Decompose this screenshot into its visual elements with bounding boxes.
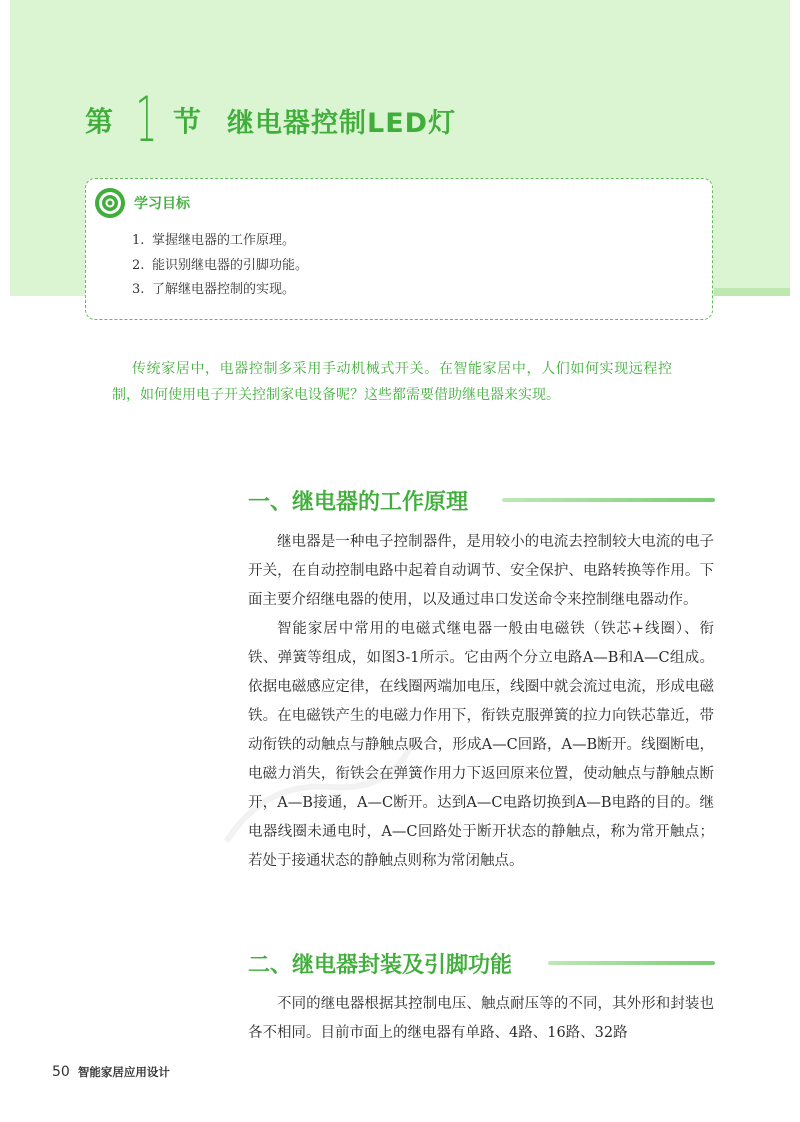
list-item-number: 3. [132, 282, 145, 297]
page-number: 50 [52, 1064, 70, 1080]
list-item [132, 278, 308, 303]
section-heading-rule [548, 961, 715, 965]
page-title [85, 80, 456, 160]
book-title: 智能家居应用设计 [77, 1065, 170, 1079]
learning-goals-box [85, 178, 713, 320]
body-paragraph: 智能家居中常用的电磁式继电器一般由电磁铁（铁芯+线圈）、衔铁、弹簧等组成，如图3-1所示。它由两个分立电路A—B和A—C组成。依据电磁感应定律，在线圈两端加电压，线圈中就会流过电流，形成电磁铁。在电磁铁产生的电磁力作用下，衔铁克服弹簧的拉力向铁芯靠近，带动衔铁的动触点与静触点吸合，形成A—C回路，A—B断开。线圈断电，电磁力消失，衔铁会在弹簧作用力下返回原来位置，使动触点与静触点断开，A—B接通，A—C断开。达到A—C电路切换到A—B电路的目的。继电器线圈未通电时，A—C回路处于断开状态的静触点，称为常开触点；若处于接通状态的静触点则称为常闭触点。 [248, 621, 714, 869]
section-heading-1: 一、继电器的工作原理 [248, 489, 469, 515]
target-icon [94, 187, 126, 219]
header-band-edge [714, 288, 790, 296]
section-heading-rule [502, 498, 715, 502]
page-footer [52, 1064, 170, 1080]
title-unit: 节 [173, 105, 202, 138]
section-number: 1 [135, 83, 158, 156]
list-item [132, 254, 308, 279]
body-paragraph: 继电器是一种电子控制器件，是用较小的电流去控制较大电流的电子开关，在自动控制电路中起着自动调节、安全保护、电路转换等作用。下面主要介绍继电器的使用，以及通过串口发送命令来控制继电器动作。 [248, 534, 714, 608]
intro-paragraph: 传统家居中，电器控制多采用手动机械式开关。在智能家居中，人们如何实现远程控制，如何使用电子开关控制家电设备呢？这些都需要借助继电器来实现。 [112, 361, 672, 403]
section-heading-2: 二、继电器封装及引脚功能 [248, 952, 513, 978]
list-item-number: 2. [132, 257, 145, 273]
learning-goals-list [132, 229, 308, 303]
list-item-number: 1. [132, 233, 145, 248]
list-item-text: 了解继电器控制的实现。 [152, 282, 296, 297]
list-item-text: 能识别继电器的引脚功能。 [152, 257, 309, 273]
learning-goals-title: 学习目标 [134, 196, 190, 212]
section-body-2 [248, 990, 714, 1048]
body-paragraph: 不同的继电器根据其控制电压、触点耐压等的不同，其外形和封装也各不相同。目前市面上的继电器有单路、4路、16路、32路 [248, 996, 714, 1041]
list-item-text: 掌握继电器的工作原理。 [152, 233, 296, 248]
learning-goals-header [94, 187, 190, 219]
list-item [132, 229, 308, 254]
section-body-1 [248, 528, 714, 876]
title-prefix: 第 [85, 105, 114, 138]
title-text: 继电器控制LED灯 [227, 107, 457, 139]
